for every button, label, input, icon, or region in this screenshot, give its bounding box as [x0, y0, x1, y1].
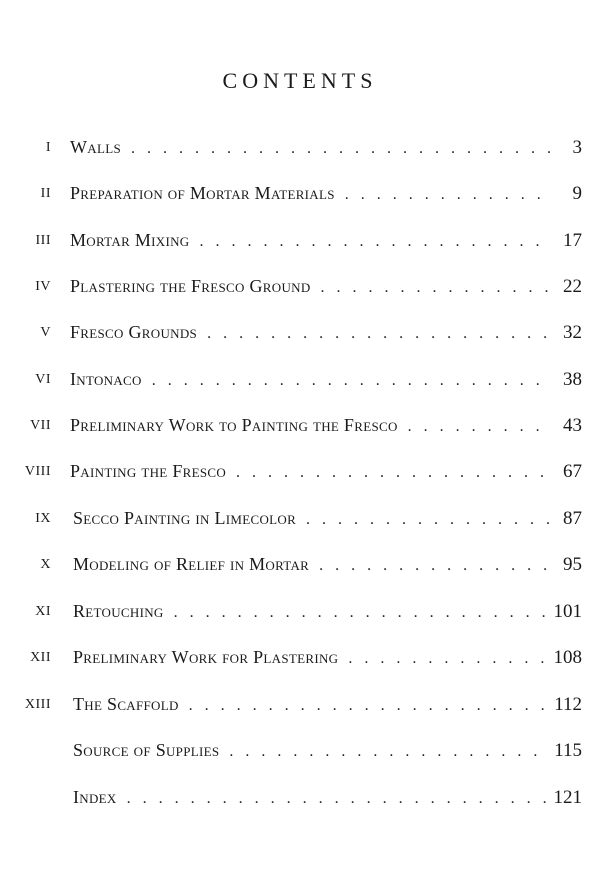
chapter-title: Index [73, 787, 117, 807]
toc-entry[interactable] [0, 276, 600, 309]
dot-leader [199, 233, 552, 251]
dot-leader [348, 650, 547, 668]
page-number: 22 [563, 276, 582, 297]
dot-leader [306, 511, 552, 529]
chapter-title: Preliminary Work to Painting the Fresco [70, 415, 398, 435]
chapter-title: Painting the Fresco [70, 461, 227, 481]
toc-entry[interactable] [0, 230, 600, 263]
page-number: 32 [563, 322, 582, 343]
page-number: 115 [554, 740, 582, 761]
chapter-number: V [40, 325, 51, 340]
toc-entry[interactable] [0, 322, 600, 355]
chapter-number: XI [35, 604, 51, 619]
page-number: 95 [563, 554, 582, 575]
chapter-title: Modeling of Relief in Mortar [73, 554, 310, 574]
toc-entry[interactable] [0, 508, 600, 541]
toc-entry[interactable] [0, 369, 600, 402]
chapter-number: II [40, 186, 51, 201]
page-number: 112 [554, 694, 582, 715]
dot-leader [174, 604, 548, 622]
dot-leader [408, 418, 552, 436]
toc-entry[interactable] [0, 415, 600, 448]
dot-leader [131, 140, 552, 158]
toc-entry[interactable] [0, 647, 600, 680]
chapter-title: The Scaffold [73, 694, 179, 714]
toc-entry[interactable] [0, 601, 600, 634]
chapter-title: Walls [70, 137, 121, 157]
chapter-number: XIII [24, 697, 51, 712]
toc-entry[interactable] [0, 183, 600, 216]
chapter-title: Plastering the Fresco Ground [70, 276, 311, 296]
chapter-title: Mortar Mixing [70, 230, 190, 250]
page-number: 67 [563, 461, 582, 482]
dot-leader [236, 464, 552, 482]
toc-entry[interactable] [0, 137, 600, 170]
dot-leader [207, 325, 552, 343]
toc-entry[interactable] [0, 461, 600, 494]
dot-leader [321, 279, 552, 297]
dot-leader [345, 186, 552, 204]
chapter-title: Preliminary Work for Plastering [73, 647, 339, 667]
page-number: 101 [553, 601, 582, 622]
page-number: 43 [563, 415, 582, 436]
chapter-number: III [35, 233, 51, 248]
chapter-number: IV [35, 279, 51, 294]
chapter-number: I [45, 140, 51, 155]
toc-entry[interactable] [0, 554, 600, 587]
page-number: 108 [553, 647, 582, 668]
page-number: 87 [563, 508, 582, 529]
chapter-number: X [40, 557, 51, 572]
chapter-title: Secco Painting in Limecolor [73, 508, 297, 528]
chapter-number: VIII [24, 464, 51, 479]
page-number: 38 [563, 369, 582, 390]
page-number: 9 [572, 183, 582, 204]
chapter-title: Retouching [73, 601, 164, 621]
toc-entry[interactable] [0, 694, 600, 727]
chapter-number: IX [35, 511, 51, 526]
chapter-title: Intonaco [70, 369, 142, 389]
chapter-title: Source of Supplies [73, 740, 220, 760]
chapter-title: Fresco Grounds [70, 322, 198, 342]
dot-leader [127, 790, 548, 808]
dot-leader [189, 697, 549, 715]
page-number: 3 [572, 137, 582, 158]
page-number: 121 [553, 787, 582, 808]
chapter-number: VI [35, 372, 51, 387]
dot-leader [319, 557, 552, 575]
dot-leader [229, 743, 548, 761]
chapter-title: Preparation of Mortar Materials [70, 183, 335, 203]
dot-leader [152, 372, 552, 390]
toc-entry[interactable] [0, 787, 600, 820]
chapter-number: VII [30, 418, 51, 433]
page-title: CONTENTS [222, 68, 378, 93]
chapter-number: XII [30, 650, 51, 665]
page-number: 17 [563, 230, 582, 251]
toc-entry[interactable] [0, 740, 600, 773]
